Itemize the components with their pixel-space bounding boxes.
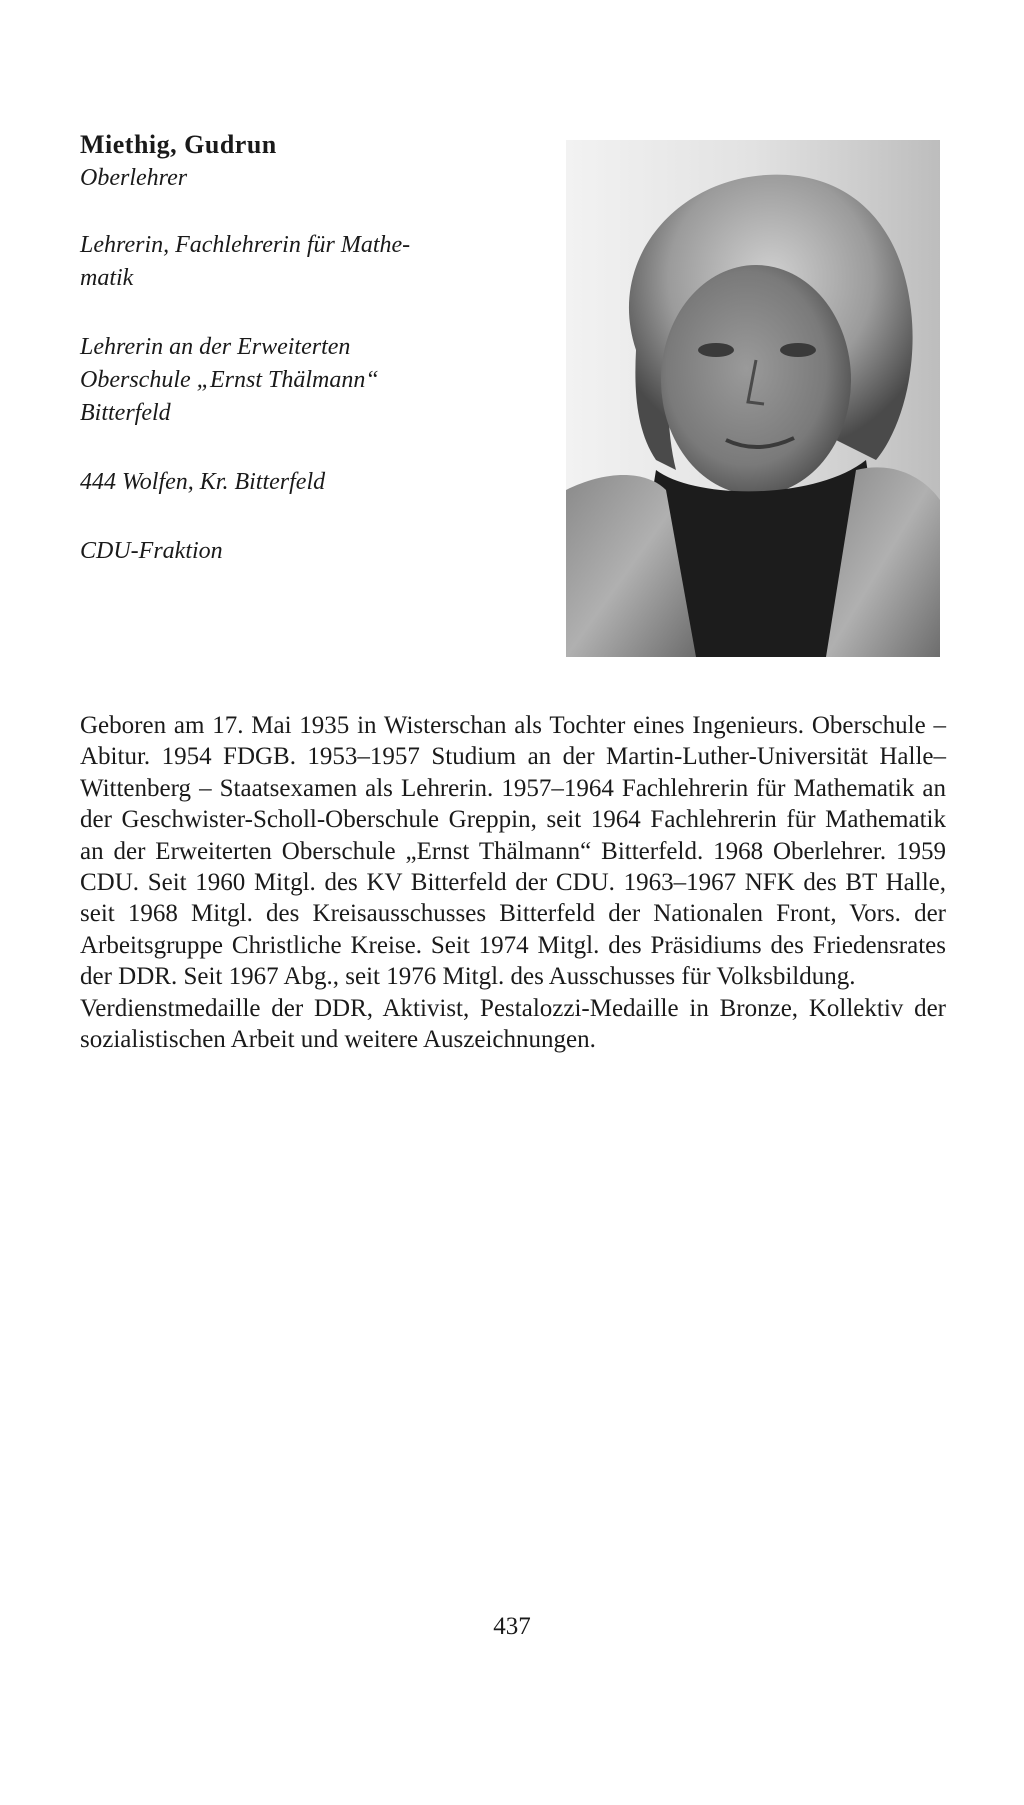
workplace-line: Bitterfeld [80,400,171,426]
biography-paragraph: Geboren am 17. Mai 1935 in Wisterschan als Tochter eines Ingenieurs. Oberschule – Abitur. 1954 FDGB. 1953–1957 Studium an der Martin-Luther-Universität Halle–Wittenberg – Staatsexamen als Lehrerin. 1957–1964 Fachlehrerin für Mathematik an der Geschwister-Scholl-Oberschule Greppin, seit 1964 Fachlehrerin für Mathematik an der Erweiterten Oberschule „Ernst Thälmann“ Bitterfeld. 1968 Oberlehrer. 1959 CDU. Seit 1960 Mitgl. des KV Bitterfeld der CDU. 1963–1967 NFK des BT Halle, seit 1968 Mitgl. des Kreisausschusses Bitterfeld der Nationalen Front, Vors. der Arbeitsgruppe Christliche Kreise. Seit 1974 Mitgl. des Präsidiums des Friedensrates der DDR. Seit 1967 Abg., seit 1976 Mitgl. des Ausschusses für Volksbildung. [80,712,946,991]
person-faction: CDU-Fraktion [80,538,223,564]
workplace-line: Oberschule „Ernst Thälmann“ [80,367,379,393]
person-profession [80,229,540,295]
biography [80,710,946,1055]
person-workplace [80,331,540,430]
page-number: 437 [493,1613,531,1640]
person-address: 444 Wolfen, Kr. Bitterfeld [80,469,326,495]
workplace-line: Lehrerin an der Erweiterten [80,334,351,360]
biography-paragraph: Verdienstmedaille der DDR, Aktivist, Pestalozzi-Medaille in Bronze, Kollektiv der sozialistischen Arbeit und weitere Auszeichnungen. [80,994,946,1054]
person-title: Oberlehrer [80,165,188,191]
person-name: Miethig, Gudrun [80,130,277,159]
profession-line: matik [80,265,134,291]
portrait-photo [566,140,940,657]
profession-line: Lehrerin, Fachlehrerin für Mathe- [80,232,411,258]
person-header [80,128,540,568]
portrait-image [566,140,940,657]
